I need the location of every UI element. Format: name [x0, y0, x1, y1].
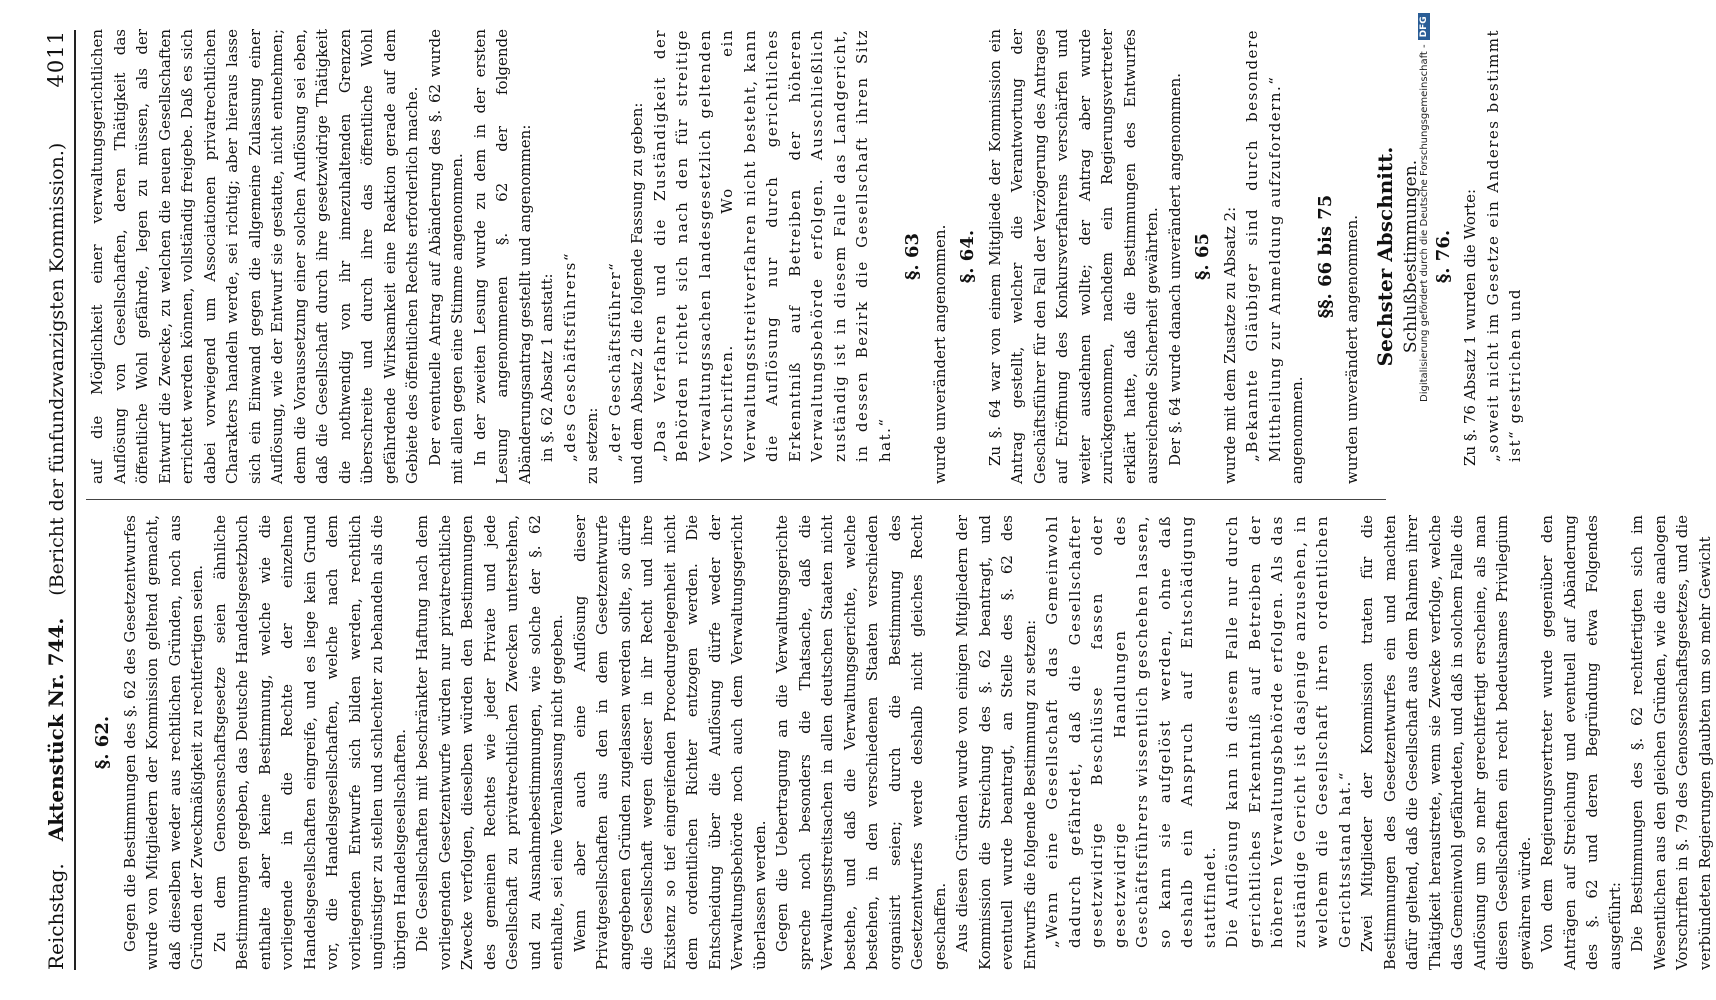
funding-credit: Digitalisierung gefördert durch die Deutsche Forschungsgemeinschaft - — [1418, 44, 1430, 402]
quoted-text: „der Geschäftsführer“ — [605, 261, 624, 462]
paragraph: Gegen die Uebertragung an die Verwaltungsgerichte spreche noch besonders die Thatsache, daß die Verwaltungsstreitsachen in allen deutschen Staaten nicht bestehe, und daß die Verwaltungsgerichte, welche bestehen, in den verschiedenen Staaten verschieden organisirt seien; durch die Bestimmung des Gesetzentwurfes werde deshalb nicht gleiches Recht geschaffen. — [773, 515, 949, 970]
paragraph: Wenn aber auch eine Auflösung dieser Privatgesellschaften aus den in dem Gesetzentwurfe angegebenen Gründen zugelassen werden sollte, so dürfe die Gesellschaft wegen dieser in ihr Recht und ihre Existenz so tief eingreifenden Procedurgelegenheit nicht dem ordentlichen Richter entzogen werden. Die Entscheidung über die Auflösung dürfe weder der Verwaltungsbehörde noch auch dem Verwaltungsgericht überlassen werden. — [570, 515, 769, 970]
paragraph: auf die Möglichkeit einer verwaltungsgerichtlichen Auflösung von Gesellschaften, deren Thätigkeit das öffentliche Wohl gefährde, legen zu müssen, als der Entwurf die Zwecke, zu welchen die neuen Gesellschaften errichtet werden können, vollständig freigebe. Daß es sich dabei vorwiegend um Associationen privatrechtlichen Charakters handeln werde, sei richtig; aber hieraus lasse sich ein Einwand gegen die allgemeine Zulassung einer Auflösung, wie der Entwurf sie gestatte, nicht entnehmen; denn die Voraussetzung einer solchen Auflösung sei eben, daß die Gesellschaft durch ihre gesetzwidrige Thätigkeit die nothwendig von ihr innezuhaltenden Grenzen überschreite und durch ihre das öffentliche Wohl gefährdende Wirksamkeit eine Reaktion gerade auf dem Gebiete des öffentlichen Rechts erforderlich mache. — [88, 29, 421, 484]
dfg-logo-icon: DFG — [1418, 13, 1430, 40]
chapter-title: Sechster Abschnitt. — [1372, 146, 1397, 367]
paragraph: Die Gesellschaften mit beschränkter Haftung nach dem vorliegenden Gesetzentwurfe würden nur privatrechtliche Zwecke verfolgen, dieselben würden den Bestimmungen des gemeinen Rechtes wie jeder Private und jede Gesellschaft zu privatrechtlichen Zwecken unterstehen, und zu Ausnahmebestimmungen, wie solche der §. 62 enthalte, sei eine Veranlassung nicht gegeben. — [413, 515, 566, 970]
paragraph: angenommen. — [1288, 376, 1306, 484]
paragraph: wurde mit dem Zusatze zu Absatz 2: — [1220, 206, 1239, 484]
quoted-provision: Die Auflösung kann in diesem Falle nur durch gerichtliches Erkenntniß auf Betreiben der höheren Verwaltungsbehörde erfolgen. Als das zuständige Gericht ist dasjenige anzusehen, in welchem die Gesellschaft ihren ordentlichen Gerichtsstand hat.“ — [1223, 515, 1354, 948]
left-column — [86, 515, 1714, 970]
paragraph: Zu §. 76 Absatz 1 wurden die Worte: — [1461, 188, 1479, 466]
section-heading-62: §. 62. — [92, 715, 113, 770]
quoted-text: „des Geschäftsführers“ — [560, 251, 579, 462]
section-heading-65: §. 65 — [1192, 233, 1213, 280]
section-heading-66-75: §§. 66 bis 75 — [1314, 194, 1336, 319]
column-divider — [86, 499, 1386, 500]
report-title: (Bericht der fünfundzwanzigsten Kommission.) — [46, 142, 68, 596]
paragraph: Von dem Regierungsvertreter wurde gegenüber den Anträgen auf Streichung und eventuell auf Abänderung des §. 62 und deren Begründung etwa Folgendes ausgeführt: — [1538, 515, 1624, 970]
quoted-provision: „Bekannte Gläubiger sind durch besondere Mittheilung zur Anmeldung aufzufordern.“ — [1243, 29, 1284, 462]
paragraph: Zu dem Genossenschaftsgesetze seien ähnliche Bestimmungen gegeben, das Deutsche Handelsgesetzbuch enthalte aber keine Bestimmung, welche wie die vorliegende in die Rechte der einzelnen Handelsgesellschaften eingreife, und es liege kein Grund vor, die Handelsgesellschaften, welche nach dem vorliegenden Entwurfe sich bilden werden, rechtlich ungünstiger zu stellen und schlechter zu behandeln als die übrigen Handelsgesellschaften. — [210, 515, 409, 970]
chapter-subtitle: Schlußbestimmungen. — [1401, 159, 1421, 354]
paragraph: und dem Absatz 2 die folgende Fassung zu geben: — [628, 102, 646, 484]
publication-title: Reichstag. — [44, 863, 68, 970]
paragraph: In der zweiten Lesung wurde zu dem in der ersten Lesung angenommenen §. 62 der folgende Abänderungsantrag gestellt und angenommen: — [470, 29, 534, 484]
quoted-text: „soweit nicht im Gesetze ein Anderes bestimmt ist“ gestrichen und — [1483, 29, 1524, 462]
paragraph: Der eventuelle Antrag auf Abänderung des §. 62 wurde mit allen gegen eine Stimme angenommen. — [425, 29, 466, 484]
paragraph: Die Bestimmungen des §. 62 rechtfertigten sich im Wesentlichen aus den gleichen Gründen, wie die analogen Vorschriften in §. 79 des Genossenschaftsgesetzes, und die verbündeten Regierungen glaubten um so mehr Gewicht — [1628, 515, 1714, 970]
paragraph: Zwei Mitglieder der Kommission traten für die Bestimmungen des Gesetzentwurfes ein und machten dafür geltend, daß die Gesellschaft aus dem Rahmen ihrer Thätigkeit heraustrete, wenn sie Zwecke verfolge, welche das Gemeinwohl gefährdeten, und daß in solchem Falle die Auflösung um so mehr gerechtfertigt erscheine, als man diesen Gesellschaften ein recht bedeutsames Privilegium gewähren würde. — [1358, 515, 1534, 970]
paragraph: wurde unverändert angenommen. — [930, 224, 949, 484]
page-number: 4011 — [44, 30, 68, 88]
section-heading-63: §. 63 — [902, 233, 923, 280]
paragraph: Zu §. 64 war von einem Mitgliede der Kommission ein Antrag gestellt, welcher die Verantwortung der Geschäftsführer für den Fall der Verzögerung des Antrages auf Eröffnung des Konkursverfahrens verschärfen und weiter ausdehnen wollte; der Antrag aber wurde zurückgenommen, nachdem ein Regierungsvertreter erklärt hatte, daß die Bestimmungen des Entwurfes ausreichende Sicherheit gewährten. — [985, 29, 1161, 484]
page-header — [36, 30, 76, 970]
paragraph: in §. 62 Absatz 1 anstatt: — [538, 273, 556, 462]
paragraph: Gegen die Bestimmungen des §. 62 des Gesetzentwurfes wurde von Mitgliedern der Kommission geltend gemacht, daß dieselben weder aus rechtlichen Gründen, noch aus Gründen der Zweckmäßigkeit zu rechtfertigen seien. — [120, 515, 206, 970]
paragraph: Aus diesen Gründen wurde von einigen Mitgliedern der Kommission die Streichung des §. 62 beantragt, und eventuell wurde beantragt, an Stelle des §. 62 des Entwurfs die folgende Bestimmung zu setzen: — [953, 515, 1039, 970]
paragraph: Der §. 64 wurde danach unverändert angenommen. — [1165, 72, 1184, 466]
paragraph: wurden unverändert angenommen. — [1343, 215, 1361, 484]
section-heading-76: §. 76. — [1432, 229, 1454, 284]
quoted-provision: „Das Verfahren und die Zuständigkeit der Behörden richtet sich nach den für streitige Verwaltungssachen landesgesetzlich geltenden Vorschriften. Wo ein Verwaltungsstreitverfahren nicht besteht, kann die Auflösung nur durch gerichtliches Erkenntniß auf Betreiben der höheren Verwaltungsbehörde erfolgen. Ausschließlich zuständig ist in diesem Falle das Landgericht, in dessen Bezirk die Gesellschaft ihren Sitz hat.“ — [650, 29, 894, 462]
section-heading-64: §. 64. — [957, 229, 978, 284]
paragraph: zu setzen: — [583, 407, 601, 484]
quoted-provision: „Wenn eine Gesellschaft das Gemeinwohl dadurch gefährdet, daß die Gesellschafter gesetzwidrige Beschlüsse fassen oder gesetzwidrige Handlungen des Geschäftsführers wissentlich geschehen lassen, so kann sie aufgelöst werden, ohne daß deshalb ein Anspruch auf Entschädigung stattfindet. — [1043, 515, 1219, 948]
document-number: Aktenstück Nr. 744. — [44, 617, 68, 842]
